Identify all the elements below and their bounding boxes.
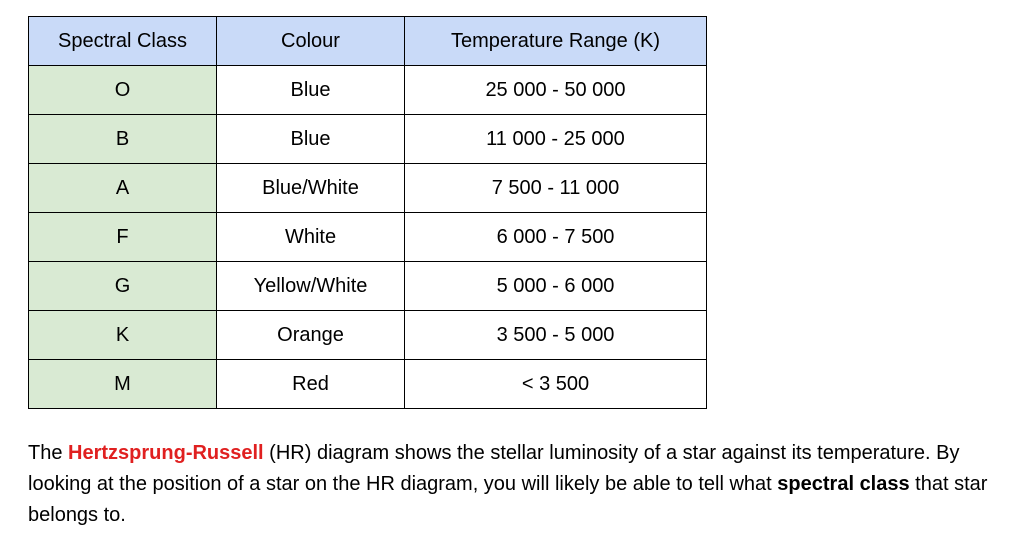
description-text-3: that star belongs to.: [28, 473, 988, 526]
temperature-cell: 6 000 - 7 500: [405, 213, 707, 262]
table-row: [29, 164, 707, 213]
temperature-cell: < 3 500: [405, 360, 707, 409]
description-text-1: The: [28, 442, 69, 464]
temperature-cell: 3 500 - 5 000: [405, 311, 707, 360]
spectral-class-cell: M: [29, 360, 217, 409]
table-row: [29, 115, 707, 164]
colour-cell: Blue: [217, 115, 405, 164]
header-colour: Colour: [217, 17, 405, 66]
spectral-class-cell: O: [29, 66, 217, 115]
spectral-class-cell: K: [29, 311, 217, 360]
temperature-cell: 5 000 - 6 000: [405, 262, 707, 311]
table-row: [29, 262, 707, 311]
colour-cell: Red: [217, 360, 405, 409]
description-text-2: (HR) diagram shows the stellar luminosity of a star against its temperature. By looking at the position of a star on the HR diagram, you will likely be able to tell what: [28, 442, 960, 495]
spectral-class-cell: B: [29, 115, 217, 164]
colour-cell: Blue: [217, 66, 405, 115]
temperature-cell: 25 000 - 50 000: [405, 66, 707, 115]
spectral-class-table: [28, 16, 707, 409]
spectral-class-cell: A: [29, 164, 217, 213]
temperature-cell: 11 000 - 25 000: [405, 115, 707, 164]
table-row: [29, 213, 707, 262]
colour-cell: White: [217, 213, 405, 262]
table-row: [29, 66, 707, 115]
table-row: [29, 311, 707, 360]
colour-cell: Yellow/White: [217, 262, 405, 311]
colour-cell: Orange: [217, 311, 405, 360]
table-header-row: [29, 17, 707, 66]
temperature-cell: 7 500 - 11 000: [405, 164, 707, 213]
hertzsprung-russell-term: Hertzsprung-Russell: [68, 442, 264, 464]
spectral-class-term: spectral class: [777, 473, 910, 495]
header-spectral-class: Spectral Class: [29, 17, 217, 66]
colour-cell: Blue/White: [217, 164, 405, 213]
table-row: [29, 360, 707, 409]
spectral-class-cell: G: [29, 262, 217, 311]
header-temperature-range: Temperature Range (K): [405, 17, 707, 66]
hr-diagram-description: [28, 438, 988, 531]
spectral-class-cell: F: [29, 213, 217, 262]
